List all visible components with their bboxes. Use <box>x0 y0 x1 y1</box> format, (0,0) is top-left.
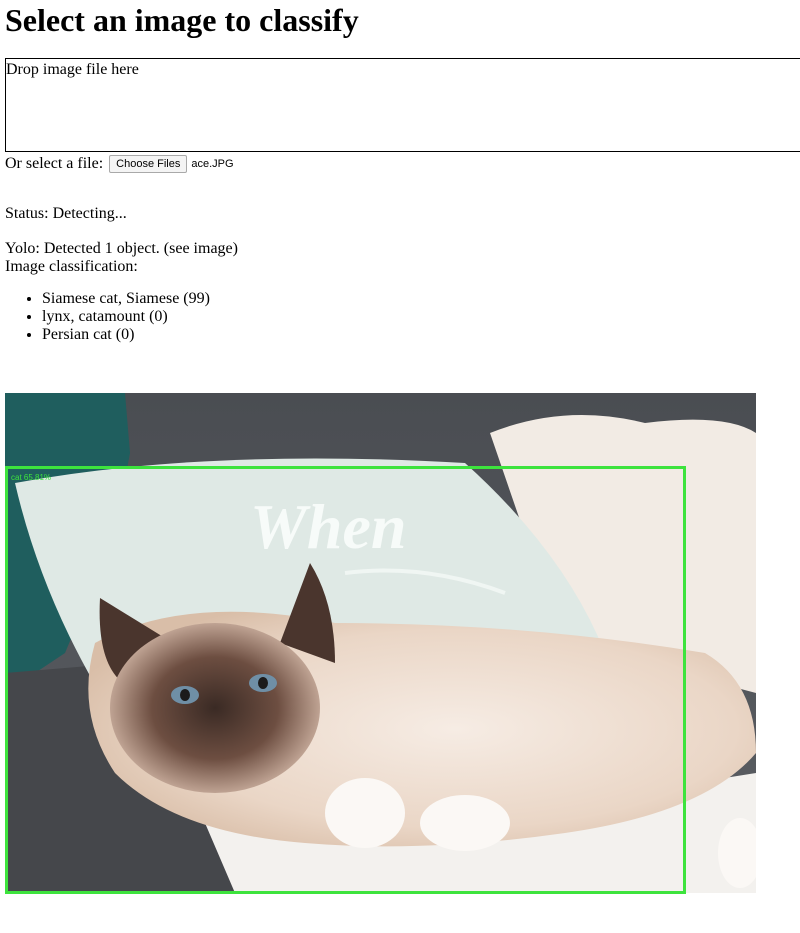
choose-files-button[interactable]: Choose Files <box>109 155 187 173</box>
detection-label: cat 65.81% <box>11 473 52 482</box>
pillow-text: When <box>250 491 407 562</box>
page-title: Select an image to classify <box>5 2 359 38</box>
list-item: • Siamese cat, Siamese (99) <box>42 290 210 308</box>
drop-zone[interactable] <box>5 58 800 152</box>
file-select-label: Or select a file: <box>5 155 104 172</box>
list-item: • Persian cat (0) <box>42 326 210 344</box>
drop-zone-label: Drop image file here <box>6 61 139 78</box>
detection-bounding-box <box>5 466 686 894</box>
status-text: Status: Detecting... <box>5 205 127 222</box>
classification-results-list <box>0 290 210 344</box>
file-select-row <box>5 155 234 173</box>
list-item: • lynx, catamount (0) <box>42 308 210 326</box>
selected-filename: ace.JPG <box>191 158 234 170</box>
classification-heading: Image classification: <box>5 258 138 275</box>
yolo-result-text: Yolo: Detected 1 object. (see image) <box>5 240 238 257</box>
